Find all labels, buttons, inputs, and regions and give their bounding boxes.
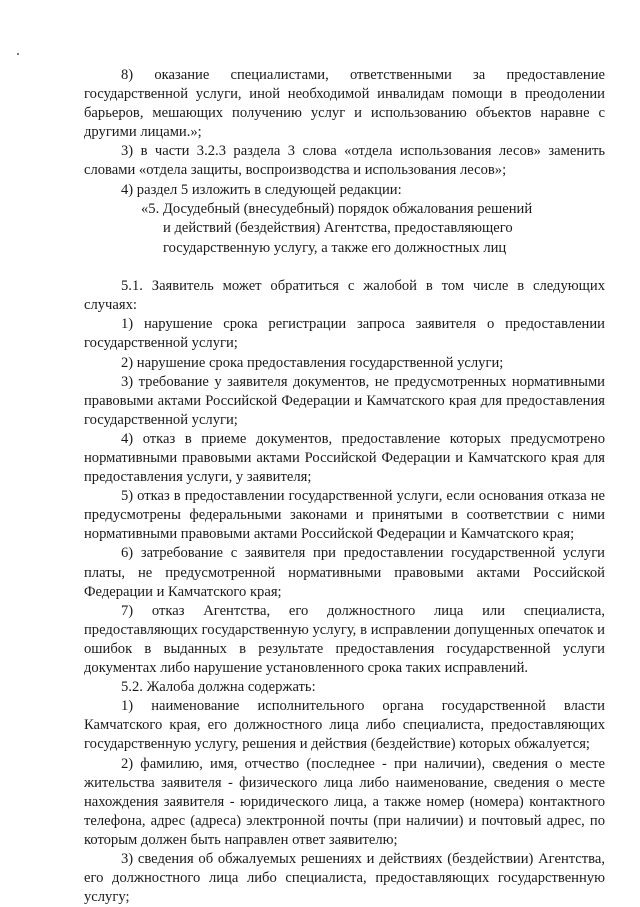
paragraph-5-1: 5.1. Заявитель может обратиться с жалобой в том числе в следующих случаях: bbox=[84, 278, 605, 314]
list-item-5-1-7: 7) отказ Агентства, его должностного лица или специалиста, предоставляющих государственную услугу, в исправлении допущенных опечаток и ошибок в выданных в результате предоставления государственной услуги документах либо нарушение установленного срока таких исправлений. bbox=[84, 602, 605, 677]
list-item-5-1-4: 4) отказ в приеме документов, предоставление которых предусмотрено нормативными правовыми актами Российской Федерации и Камчатского края для предоставления услуги, у заявителя; bbox=[84, 430, 605, 486]
section-5-heading bbox=[84, 200, 605, 259]
list-item-5-1-1: 1) нарушение срока регистрации запроса заявителя о предоставлении государственной услуги; bbox=[84, 316, 605, 352]
section-5-heading-line-2: и действий (бездействия) Агентства, предоставляющего bbox=[163, 220, 513, 237]
list-item-5-2-2: 2) фамилию, имя, отчество (последнее - при наличии), сведения о месте жительства заявителя - физического лица либо наименование, сведения о месте нахождения заявителя - юридического лица, а также номер (номера) контактного телефона, адрес (адреса) электронной почты (при наличии) и почтовый адрес, по которым должен быть направлен ответ заявителю; bbox=[84, 755, 605, 848]
section-5-heading-line-1: «5. Досудебный (внесудебный) порядок обжалования решений bbox=[141, 200, 533, 217]
list-item-5-1-5: 5) отказ в предоставлении государственной услуги, если основания отказа не предусмотрены федеральными законами и принятыми в соответствии с ними нормативными правовыми актами Российской Федерации и Камчатского края; bbox=[84, 488, 605, 543]
document-body bbox=[84, 66, 605, 907]
paragraph-amend-section-5: 4) раздел 5 изложить в следующей редакции: bbox=[121, 181, 402, 198]
paragraph-item-8-assistance: 8) оказание специалистами, ответственными за предоставление государственной услуги, иной необходимой инвалидам помощи в преодолении барьеров, мешающих получению услуг и использованию объектов наравне с другими лицами.»; bbox=[84, 67, 605, 141]
list-item-5-1-2: 2) нарушение срока предоставления государственной услуги; bbox=[121, 354, 504, 371]
paragraph-5-2: 5.2. Жалоба должна содержать: bbox=[121, 679, 316, 696]
list-item-5-1-3: 3) требование у заявителя документов, не предусмотренных нормативными правовыми актами Российской Федерации и Камчатского края для предоставления государственной услуги; bbox=[84, 373, 605, 428]
scan-speck bbox=[17, 53, 19, 55]
list-item-5-2-3: 3) сведения об обжалуемых решениях и действиях (бездействии) Агентства, его должностного лица либо специалиста, предоставляющих государственную услугу; bbox=[84, 850, 605, 906]
heading-spacer bbox=[84, 258, 605, 277]
paragraph-amend-3-2-3: 3) в части 3.2.3 раздела 3 слова «отдела использования лесов» заменить словами «отдела защиты, воспроизводства и использования лесов»; bbox=[84, 143, 605, 179]
section-5-heading-line-3: государственную услугу, а также его должностных лиц bbox=[163, 239, 507, 256]
list-item-5-2-1: 1) наименование исполнительного органа государственной власти Камчатского края, его должностного лица либо специалиста, предоставляющих государственную услугу, решения и действия (бездействие) которых обжалуется; bbox=[84, 698, 605, 753]
list-item-5-1-6: 6) затребование с заявителя при предоставлении государственной услуги платы, не предусмотренной нормативными правовыми актами Российской Федерации и Камчатского края; bbox=[84, 545, 605, 600]
